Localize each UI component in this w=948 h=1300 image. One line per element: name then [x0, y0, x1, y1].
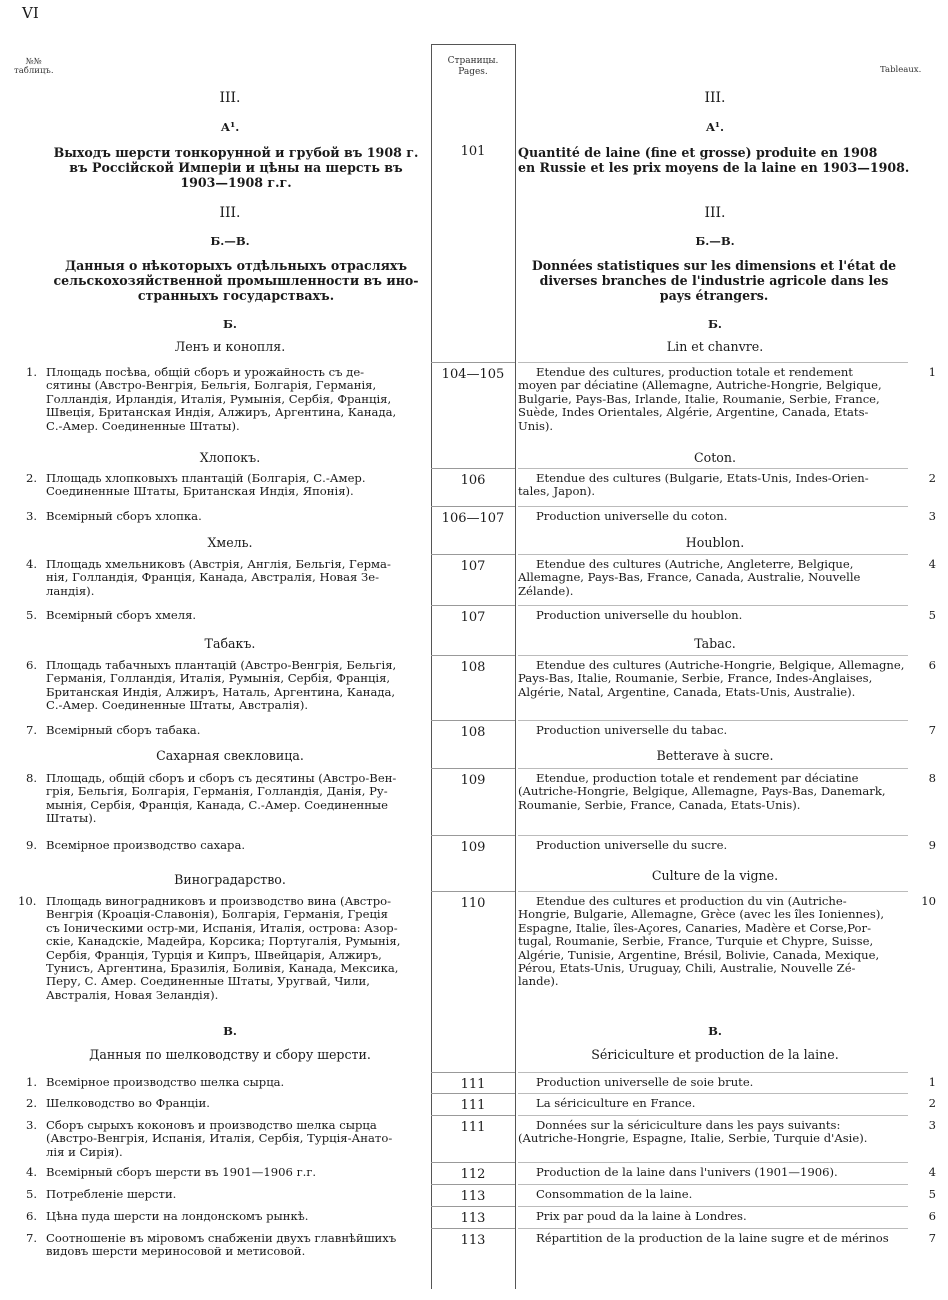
section-bv-roman-fr: III. [704, 205, 726, 221]
pages-row-rule [431, 554, 515, 555]
row-text-fr [518, 1076, 908, 1089]
row-text-fr-line: Prix par poud da la laine à Londres. [536, 1209, 747, 1223]
row-text-ru-line: Соотношеніе въ міровомъ снабженіи двухъ главнѣйшихъ [46, 1231, 397, 1245]
row-text-ru-line: Швеція, Британская Индія, Алжиръ, Аргентина, Канада, [46, 405, 397, 420]
title-line: въ Россійской Имперіи и цѣны на шерсть въ [69, 160, 403, 175]
row-page: 108 [460, 660, 486, 675]
row-text-fr-line: Etendue des cultures (Autriche, Angleterre, Belgique, [536, 557, 854, 571]
row-text-fr-line: Etendue des cultures (Autriche-Hongrie, Belgique, Allemagne, [536, 658, 905, 672]
row-text-ru [46, 1097, 426, 1110]
row-number-fr: 7 [928, 723, 936, 737]
header-pages [431, 56, 515, 78]
row-text-fr-line: Algérie, Natal, Argentine, Canada, Etats-Unis, Australie). [518, 684, 856, 699]
pages-row-rule [431, 1228, 515, 1229]
row-number: 8. [26, 771, 38, 785]
row-text-fr-line: Etendue, production totale et rendement par déciatine [536, 771, 859, 785]
row-text-fr-line: Production universelle du sucre. [536, 838, 728, 852]
row-text-fr [518, 558, 908, 598]
title-line: Quantité de laine (fine et grosse) produite en 1908 [518, 145, 878, 160]
row-text-ru-line: нія, Голландія, Франція, Канада, Австралія, Новая Зе- [46, 570, 379, 585]
row-text-fr [518, 1232, 908, 1245]
section-v-title-fr: Sériciculture et production de la laine. [591, 1047, 839, 1062]
row-text-fr [518, 659, 908, 699]
section-a1-title-fr [518, 145, 918, 175]
row-text-ru-line: видовъ шерсти мериносовой и метисовой. [46, 1244, 306, 1259]
section-v-title-ru: Данныя по шелководству и сбору шерсти. [89, 1047, 371, 1062]
row-text-ru-line: Площадь табачныхъ плантацій (Австро-Венгрія, Бельгія, [46, 658, 397, 672]
row-number: 6. [26, 1209, 38, 1223]
row-text-ru-line: Площадь виноградниковъ и производство вина (Австро- [46, 894, 392, 908]
row-text-ru-line: Штаты). [46, 811, 97, 826]
row-text-fr-line: Algérie, Tunisie, Argentine, Brésil, Bolivie, Canada, Mexique, [518, 947, 880, 962]
row-text-fr-line: Production de la laine dans l'univers (1901—1906). [536, 1165, 838, 1179]
row-text-ru [46, 609, 426, 622]
section-a1-sub-ru: А¹. [220, 120, 240, 134]
row-text-fr-line: Unis). [518, 418, 554, 433]
row-text-ru [46, 659, 426, 713]
fr-row-rule [518, 1162, 908, 1163]
row-text-ru [46, 366, 426, 433]
row-page: 110 [460, 896, 486, 911]
row-text-fr-line: Répartition de la production de la laine sugre et de mérinos [536, 1231, 889, 1245]
fr-row-rule [518, 1184, 908, 1185]
row-text-ru [46, 558, 426, 598]
pages-row-rule [431, 506, 515, 507]
row-text-ru-line: Перу, С. Амер. Соединенные Штаты, Уругвай, Чили, [46, 974, 370, 989]
pages-row-rule [431, 1162, 515, 1163]
row-text-ru [46, 1166, 426, 1179]
row-page: 111 [460, 1120, 486, 1135]
row-text-ru [46, 839, 426, 852]
row-text-fr-line: La sériciculture en France. [536, 1096, 696, 1110]
row-page: 104—105 [441, 367, 505, 382]
row-number: 2. [26, 471, 38, 485]
header-right: Tableaux. [880, 65, 922, 75]
row-text-ru-line: Сербія, Франція, Турція и Кипръ, Швейцарія, Алжиръ, [46, 947, 382, 962]
group-beet-fr: Betterave à sucre. [656, 748, 774, 763]
row-text-fr-line: Espagne, Italie, îles-Açores, Canaries, Madère et Corse,Por- [518, 920, 871, 935]
group-cotton-fr: Coton. [694, 450, 736, 465]
row-text-ru-line: ландія). [46, 583, 95, 598]
row-page: 112 [460, 1167, 486, 1182]
fr-row-rule [518, 468, 908, 469]
title-line: 1903—1908 г.г. [180, 175, 292, 190]
row-text-fr-line: Production universelle du coton. [536, 509, 728, 523]
row-text-fr [518, 472, 908, 499]
title-line: Данныя о нѣкоторыхъ отдѣльныхъ отрасляхъ [64, 258, 408, 273]
fr-row-rule [518, 768, 908, 769]
row-text-fr-line: Hongrie, Bulgarie, Allemagne, Grèce (avec les îles Ioniennes), [518, 907, 885, 922]
fr-row-rule [518, 1093, 908, 1094]
row-text-fr [518, 366, 908, 433]
pages-row-rule [431, 362, 515, 363]
title-line: en Russie et les prix moyens de la laine en 1903—1908. [518, 160, 910, 175]
section-bv-sub-ru: Б.—В. [210, 234, 250, 248]
row-text-fr-line: Zélande). [518, 583, 574, 598]
row-text-ru-line: Австралія, Новая Зеландія). [46, 987, 219, 1002]
row-number-fr: 3 [928, 509, 936, 523]
row-text-fr-line: Pays-Bas, Italie, Roumanie, Serbie, France, Indes-Anglaises, [518, 671, 873, 686]
row-text-fr [518, 609, 908, 622]
section-a1-roman-fr: III. [704, 90, 726, 106]
pages-row-rule [431, 1093, 515, 1094]
row-text-ru [46, 1076, 426, 1089]
row-text-fr [518, 1119, 908, 1146]
title-line: странныхъ государствахъ. [137, 288, 335, 303]
row-number: 9. [26, 838, 38, 852]
row-text-ru-line: сятины (Австро-Венгрія, Бельгія, Болгарія, Германія, [46, 378, 377, 393]
section-bv-title-fr [518, 258, 910, 303]
row-number-fr: 8 [928, 771, 936, 785]
row-text-ru-line: мынія, Сербія, Франція, Канада, С.-Амер. Соединенные [46, 797, 389, 812]
row-text-ru-line: Всемірный сборъ хлопка. [46, 509, 202, 523]
row-text-ru-line: Потребленіе шерсти. [46, 1187, 177, 1201]
row-text-ru-line: Площадь хмельниковъ (Австрія, Англія, Бельгія, Герма- [46, 557, 391, 571]
row-text-ru-line: Тунисъ, Аргентина, Бразилія, Боливія, Канада, Мексика, [46, 961, 399, 976]
group-tobacco-ru: Табакъ. [204, 636, 256, 651]
row-text-fr-line: (Autriche-Hongrie, Espagne, Italie, Serbie, Turquie d'Asie). [518, 1131, 868, 1146]
fr-row-rule [518, 1206, 908, 1207]
row-text-ru-line: Германія, Голландія, Италія, Румынія, Сербія, Франція, [46, 671, 391, 686]
row-text-ru-line: Всемірное производство шелка сырца. [46, 1075, 285, 1089]
group-vine-ru: Виноградарство. [174, 872, 286, 887]
section-a1-sub-fr: A¹. [705, 120, 725, 134]
row-text-fr-line: Etendue des cultures (Bulgarie, Etats-Unis, Indes-Orien- [536, 471, 869, 485]
row-text-fr-line: Production universelle du houblon. [536, 608, 743, 622]
row-number: 10. [18, 894, 37, 908]
row-text-ru-line: Площадь посѣва, общій сборъ и урожайность съ де- [46, 365, 365, 379]
group-tobacco-fr: Tabac. [694, 636, 736, 651]
row-text-ru-line: грія, Бельгія, Болгарія, Германія, Голландія, Данія, Ру- [46, 784, 388, 799]
row-text-fr-line: Allemagne, Pays-Bas, France, Canada, Australie, Nouvelle [518, 570, 861, 585]
header-left-line: таблицъ. [14, 66, 54, 76]
pages-row-rule [431, 1072, 515, 1073]
row-text-ru-line: Венгрія (Кроація-Славонія), Болгарія, Германія, Греція [46, 907, 388, 922]
row-text-ru-line: Всемірный сборъ табака. [46, 723, 201, 737]
pages-row-rule [431, 605, 515, 606]
fr-row-rule [518, 362, 908, 363]
row-text-ru [46, 1188, 426, 1201]
section-v-label-ru: В. [223, 1024, 237, 1038]
row-page: 109 [460, 773, 486, 788]
row-text-fr [518, 1166, 908, 1179]
page-number: VI [22, 4, 39, 22]
row-text-ru-line: Цѣна пуда шерсти на лондонскомъ рынкѣ. [46, 1209, 309, 1223]
row-number: 5. [26, 608, 38, 622]
title-line: diverses branches de l'industrie agricole dans les [539, 273, 889, 288]
row-text-ru-line: съ Іоническими остр-ми, Испанія, Италія, острова: Азор- [46, 920, 398, 935]
row-page: 108 [460, 725, 486, 740]
group-hops-fr: Houblon. [685, 535, 745, 550]
section-bv-sub-fr: Б.—В. [695, 234, 735, 248]
row-page: 107 [460, 610, 486, 625]
row-text-fr-line: lande). [518, 974, 559, 989]
row-page: 111 [460, 1077, 486, 1092]
row-number: 4. [26, 1165, 38, 1179]
row-number: 1. [26, 1075, 38, 1089]
pages-column-top-rule [431, 44, 515, 45]
row-text-fr-line: tales, Japon). [518, 484, 596, 499]
row-number: 7. [26, 723, 38, 737]
pages-row-rule [431, 768, 515, 769]
row-text-ru-line: Площадь хлопковыхъ плантацій (Болгарія, С.-Амер. [46, 471, 366, 485]
row-text-fr [518, 1210, 908, 1223]
pages-row-rule [431, 835, 515, 836]
row-text-fr [518, 1188, 908, 1201]
pages-row-rule [431, 1115, 515, 1116]
row-number-fr: 6 [928, 1209, 936, 1223]
row-text-fr-line: Etendue des cultures et production du vin (Autriche- [536, 894, 847, 908]
pages-row-rule [431, 891, 515, 892]
row-number: 4. [26, 557, 38, 571]
row-text-ru-line: Всемірное производство сахара. [46, 838, 246, 852]
header-pages-fr: Pages. [458, 67, 488, 77]
row-number-fr: 7 [928, 1231, 936, 1245]
group-hops-ru: Хмель. [207, 535, 253, 550]
row-text-ru [46, 472, 426, 499]
fr-row-rule [518, 655, 908, 656]
title-line: Выходъ шерсти тонкорунной и грубой въ 1908 г. [53, 145, 419, 160]
group-vine-fr: Culture de la vigne. [651, 868, 779, 883]
section-bv-roman-ru: III. [219, 205, 241, 221]
fr-row-rule [518, 1072, 908, 1073]
fr-row-rule [518, 605, 908, 606]
section-b-label-fr: Б. [708, 317, 722, 331]
row-text-fr [518, 772, 908, 812]
group-flax-fr: Lin et chanvre. [666, 339, 764, 354]
section-b-label-ru: Б. [223, 317, 237, 331]
row-number-fr: 1 [928, 365, 936, 379]
row-text-fr-line: Pérou, Etats-Unis, Uruguay, Chili, Australie, Nouvelle Zé- [518, 961, 856, 976]
section-v-label-fr: B. [708, 1024, 722, 1038]
row-text-ru [46, 724, 426, 737]
header-left [14, 58, 54, 76]
row-text-fr-line: Roumanie, Serbie, France, Canada, Etats-Unis). [518, 797, 801, 812]
row-page: 107 [460, 559, 486, 574]
title-line: сельскохозяйственной промышленности въ ино- [53, 273, 419, 288]
row-number-fr: 3 [928, 1118, 936, 1132]
pages-row-rule [431, 720, 515, 721]
row-page: 113 [460, 1211, 486, 1226]
row-page: 106—107 [441, 511, 505, 526]
row-page: 106 [460, 473, 486, 488]
fr-row-rule [518, 891, 908, 892]
group-cotton-ru: Хлопокъ. [199, 450, 261, 465]
row-text-fr-line: Etendue des cultures, production totale et rendement [536, 365, 853, 379]
row-text-ru-line: лія и Сирія). [46, 1144, 123, 1159]
row-text-ru [46, 510, 426, 523]
row-text-ru-line: Всемірный сборъ хмеля. [46, 608, 197, 622]
row-page: 113 [460, 1233, 486, 1248]
row-number: 7. [26, 1231, 38, 1245]
row-number-fr: 5 [928, 608, 936, 622]
row-text-fr [518, 510, 908, 523]
row-number: 5. [26, 1187, 38, 1201]
row-text-ru-line: (Австро-Венгрія, Испанія, Италія, Сербія, Турція-Анато- [46, 1131, 393, 1146]
row-number: 1. [26, 365, 38, 379]
section-a1-title-ru [46, 145, 426, 190]
row-number-fr: 4 [928, 557, 936, 571]
row-page: 113 [460, 1189, 486, 1204]
row-text-fr-line: Production universelle de soie brute. [536, 1075, 754, 1089]
section-a1-page: 101 [460, 144, 486, 159]
title-line: Données statistiques sur les dimensions et l'état de [531, 258, 897, 273]
fr-row-rule [518, 554, 908, 555]
fr-row-rule [518, 506, 908, 507]
row-text-ru-line: Площадь, общій сборъ и сборъ съ десятины (Австро-Вен- [46, 771, 397, 785]
pages-row-rule [431, 468, 515, 469]
row-text-fr [518, 1097, 908, 1110]
row-text-fr [518, 839, 908, 852]
row-page: 109 [460, 840, 486, 855]
section-bv-title-ru [46, 258, 426, 303]
row-text-ru [46, 1210, 426, 1223]
row-text-fr [518, 724, 908, 737]
row-text-fr-line: Données sur la sériciculture dans les pays suivants: [536, 1118, 841, 1132]
row-number-fr: 2 [928, 1096, 936, 1110]
row-text-ru-line: скіе, Канадскіе, Мадейра, Корсика; Португалія, Румынія, [46, 934, 401, 949]
row-text-fr-line: Suède, Indes Orientales, Algérie, Argentine, Canada, Etats- [518, 405, 869, 420]
row-number-fr: 10 [921, 894, 936, 908]
row-text-fr-line: (Autriche-Hongrie, Belgique, Allemagne, Pays-Bas, Danemark, [518, 784, 886, 799]
row-text-ru-line: Всемірный сборъ шерсти въ 1901—1906 г.г. [46, 1165, 317, 1179]
row-text-ru-line: Шелководство во Франціи. [46, 1096, 210, 1110]
pages-column-right-rule [515, 44, 516, 1289]
row-number-fr: 9 [928, 838, 936, 852]
pages-row-rule [431, 655, 515, 656]
row-number-fr: 2 [928, 471, 936, 485]
pages-row-rule [431, 1184, 515, 1185]
row-text-ru [46, 1119, 426, 1159]
row-page: 111 [460, 1098, 486, 1113]
row-text-fr-line: Production universelle du tabac. [536, 723, 728, 737]
fr-row-rule [518, 835, 908, 836]
row-text-fr-line: Bulgarie, Pays-Bas, Irlande, Italie, Roumanie, Serbie, France, [518, 391, 880, 406]
row-text-ru [46, 895, 426, 1002]
row-text-ru-line: Голландія, Ирландія, Италія, Румынія, Сербія, Франція, [46, 391, 392, 406]
row-text-fr-line: moyen par déciatine (Allemagne, Autriche-Hongrie, Belgique, [518, 378, 882, 393]
group-flax-ru: Ленъ и конопля. [174, 339, 286, 354]
row-number-fr: 5 [928, 1187, 936, 1201]
row-text-fr-line: tugal, Roumanie, Serbie, France, Turquie et Chypre, Suisse, [518, 934, 874, 949]
fr-row-rule [518, 720, 908, 721]
group-beet-ru: Сахарная свекловица. [156, 748, 304, 763]
title-line: pays étrangers. [659, 288, 769, 303]
pages-row-rule [431, 1206, 515, 1207]
row-text-ru-line: Сборъ сырыхъ коконовъ и производство шелка сырца [46, 1118, 377, 1132]
row-number: 3. [26, 1118, 38, 1132]
row-text-ru [46, 1232, 426, 1259]
header-left-line: №№ [25, 57, 42, 67]
row-text-fr [518, 895, 908, 989]
row-text-fr-line: Consommation de la laine. [536, 1187, 693, 1201]
header-pages-ru: Страницы. [447, 56, 499, 66]
fr-row-rule [518, 1115, 908, 1116]
row-number: 6. [26, 658, 38, 672]
row-number-fr: 4 [928, 1165, 936, 1179]
row-text-ru-line: Британская Индія, Алжиръ, Наталь, Аргентина, Канада, [46, 684, 396, 699]
row-text-ru-line: Соединенные Штаты, Британская Индія, Японія). [46, 484, 354, 499]
fr-row-rule [518, 1228, 908, 1229]
row-number-fr: 1 [928, 1075, 936, 1089]
row-number-fr: 6 [928, 658, 936, 672]
row-text-ru-line: С.-Амер. Соединенные Штаты, Австралія). [46, 698, 309, 713]
row-number: 3. [26, 509, 38, 523]
row-number: 2. [26, 1096, 38, 1110]
row-text-ru-line: С.-Амер. Соединенные Штаты). [46, 418, 240, 433]
row-text-ru [46, 772, 426, 826]
section-a1-roman-ru: III. [219, 90, 241, 106]
